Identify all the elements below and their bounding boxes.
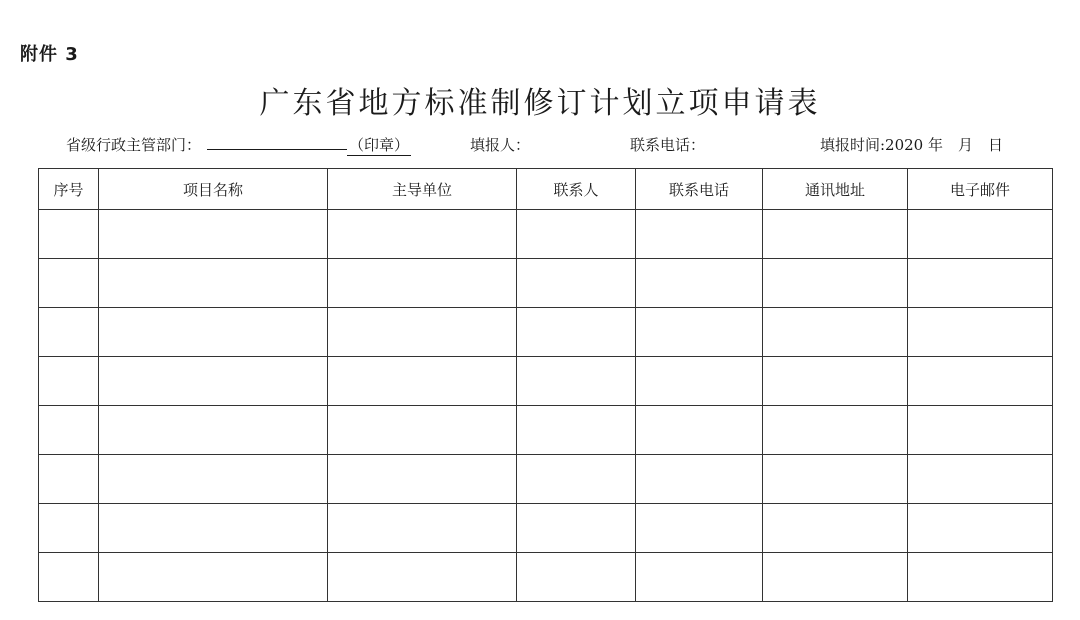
table-row <box>39 406 1053 455</box>
table-cell[interactable] <box>99 553 328 602</box>
table-cell[interactable] <box>636 308 763 357</box>
table-cell[interactable] <box>636 357 763 406</box>
table-cell[interactable] <box>908 406 1053 455</box>
table-cell[interactable] <box>39 455 99 504</box>
contact-phone-label: 联系电话： <box>630 136 706 154</box>
table-cell[interactable] <box>328 357 517 406</box>
table-cell[interactable] <box>636 455 763 504</box>
table-cell[interactable] <box>636 259 763 308</box>
table-header-row <box>39 169 1053 210</box>
table-cell[interactable] <box>636 210 763 259</box>
table-cell[interactable] <box>763 455 908 504</box>
table-cell[interactable] <box>908 504 1053 553</box>
table-cell[interactable] <box>763 259 908 308</box>
table-cell[interactable] <box>908 455 1053 504</box>
table-cell[interactable] <box>99 210 328 259</box>
filler-label: 填报人： <box>470 136 531 154</box>
table-cell[interactable] <box>908 357 1053 406</box>
table-cell[interactable] <box>99 259 328 308</box>
table-cell[interactable] <box>39 406 99 455</box>
table-row <box>39 504 1053 553</box>
table-cell[interactable] <box>636 406 763 455</box>
table-cell[interactable] <box>517 553 636 602</box>
table-cell[interactable] <box>517 259 636 308</box>
table-cell[interactable] <box>328 210 517 259</box>
table-cell[interactable] <box>39 259 99 308</box>
column-header: 通讯地址 <box>763 169 908 210</box>
table-body <box>39 210 1053 602</box>
table-cell[interactable] <box>328 504 517 553</box>
table-cell[interactable] <box>328 455 517 504</box>
table-cell[interactable] <box>908 210 1053 259</box>
attachment-label: 附件 3 <box>20 44 79 65</box>
table-cell[interactable] <box>908 308 1053 357</box>
table-cell[interactable] <box>908 259 1053 308</box>
table-cell[interactable] <box>763 504 908 553</box>
application-table <box>38 168 1053 602</box>
table-cell[interactable] <box>99 406 328 455</box>
table-cell[interactable] <box>517 210 636 259</box>
table-cell[interactable] <box>39 308 99 357</box>
column-header: 序号 <box>39 169 99 210</box>
table-row <box>39 455 1053 504</box>
table-cell[interactable] <box>328 406 517 455</box>
table-cell[interactable] <box>636 504 763 553</box>
table-row <box>39 553 1053 602</box>
table-cell[interactable] <box>39 210 99 259</box>
table-cell[interactable] <box>328 308 517 357</box>
table-row <box>39 357 1053 406</box>
table-cell[interactable] <box>39 504 99 553</box>
table-cell[interactable] <box>99 504 328 553</box>
table-cell[interactable] <box>517 504 636 553</box>
fill-date-label: 填报时间:2020 年 月 日 <box>820 136 1003 154</box>
table-cell[interactable] <box>517 357 636 406</box>
table-cell[interactable] <box>763 406 908 455</box>
table-cell[interactable] <box>517 455 636 504</box>
table-cell[interactable] <box>39 553 99 602</box>
table-row <box>39 259 1053 308</box>
table-cell[interactable] <box>99 455 328 504</box>
table-cell[interactable] <box>328 553 517 602</box>
table-cell[interactable] <box>99 308 328 357</box>
department-label: 省级行政主管部门： <box>66 136 202 154</box>
table-cell[interactable] <box>517 406 636 455</box>
table-cell[interactable] <box>99 357 328 406</box>
table-cell[interactable] <box>39 357 99 406</box>
department-blank-line <box>207 137 347 150</box>
column-header: 电子邮件 <box>908 169 1053 210</box>
table-cell[interactable] <box>763 308 908 357</box>
seal-label: （印章） <box>349 136 410 154</box>
page-title: 广东省地方标准制修订计划立项申请表 <box>259 86 821 121</box>
table-cell[interactable] <box>763 210 908 259</box>
column-header: 联系电话 <box>636 169 763 210</box>
table-cell[interactable] <box>908 553 1053 602</box>
table-cell[interactable] <box>763 553 908 602</box>
department-field <box>66 134 411 156</box>
table-cell[interactable] <box>517 308 636 357</box>
table-row <box>39 308 1053 357</box>
column-header: 主导单位 <box>328 169 517 210</box>
table-cell[interactable] <box>636 553 763 602</box>
table-row <box>39 210 1053 259</box>
column-header: 联系人 <box>517 169 636 210</box>
column-header: 项目名称 <box>99 169 328 210</box>
table-cell[interactable] <box>763 357 908 406</box>
table-cell[interactable] <box>328 259 517 308</box>
